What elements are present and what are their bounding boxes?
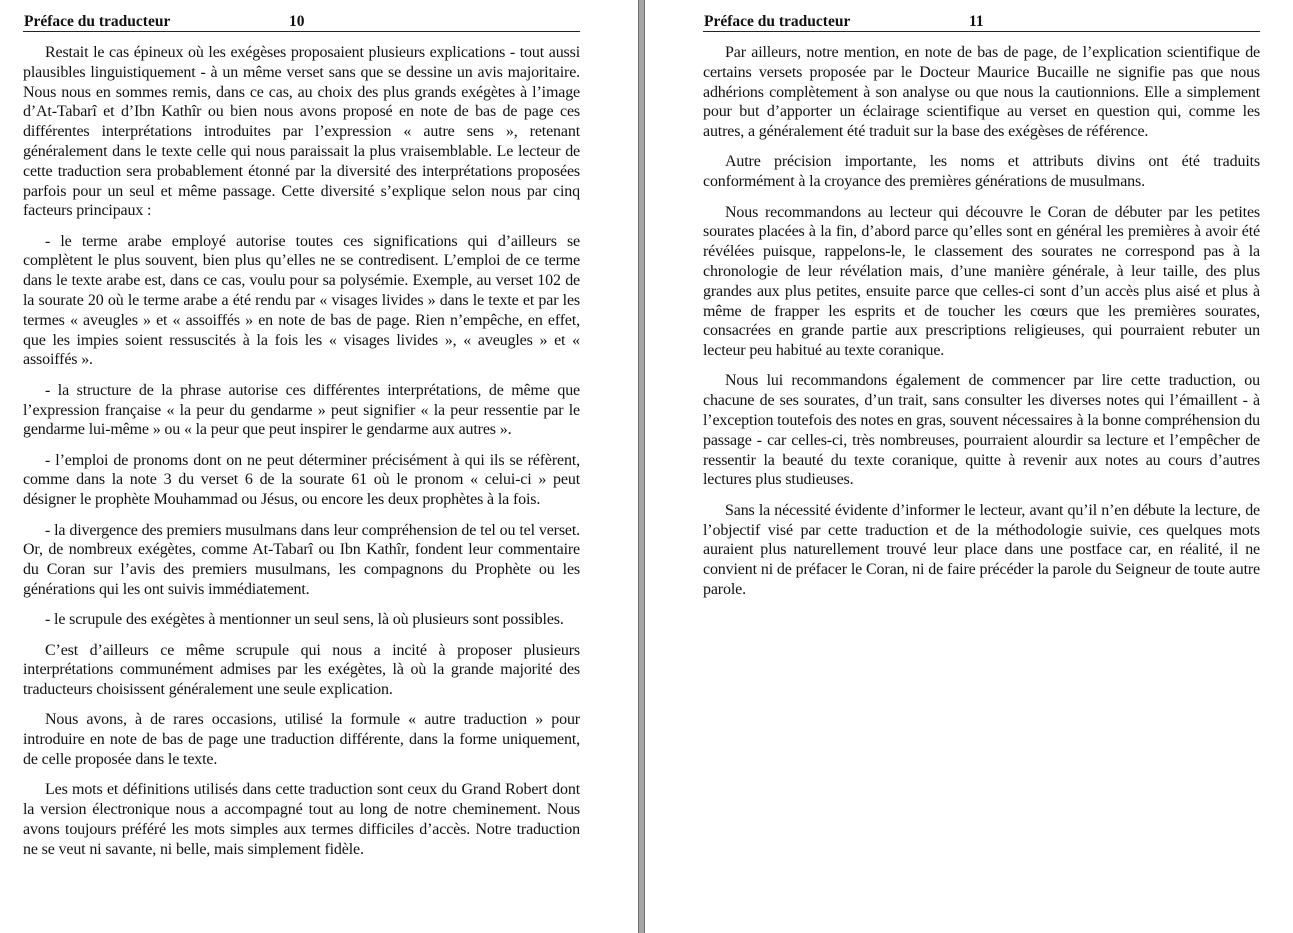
paragraph: Restait le cas épineux où les exégèses proposaient plusieurs explications - tout aussi plausibles linguistiquement - à un même verset sans que se dessine un avis majoritaire. Nous nous en sommes remis, dans ce cas, au choix des plus grands exégètes à l’image d’At-Tabarî et d’Ibn Kathîr ou bien nous avons proposé en note de bas de page ces différentes interprétations introduites par l’expression « autre sens », retenant généralement dans le texte celle qui nous paraissait la plus vraisemblable. Le lecteur de cette traduction sera probablement étonné par la diversité des interprétations proposées parfois pour un seul et même passage. Cette diversité s’explique selon nous par cinq facteurs principaux :: [23, 44, 580, 220]
page-number: 10: [289, 13, 305, 30]
right-page-content: [703, 12, 1260, 610]
paragraph: - la structure de la phrase autorise ces différentes interprétations, de même que l’expression française « la peur du gendarme » peut signifier « la peur ressentie par le gendarme lui-même » ou « la peur que peut inspirer le gendarme aux autres ».: [23, 381, 580, 439]
paragraph: Nous lui recommandons également de commencer par lire cette traduction, ou chacune de ses sourates, d’un trait, sans consulter les diverses notes qui l’émaillent - à l’exception toutefois des notes en gras, souvent nécessaires à la bonne compréhension du passage - car celles-ci, très nombreuses, pourraient alourdir sa lecture et l’empêcher de ressentir la beauté du texte coranique, quitte à revenir aux notes au cours d’autres lectures plus studieuses.: [703, 372, 1260, 489]
page-header: [23, 12, 580, 32]
paragraph: Sans la nécessité évidente d’informer le lecteur, avant qu’il n’en débute la lecture, de l’objectif visé par cette traduction et de la méthodologie suivie, ces quelques mots auraient plus naturellement trouvé leur place dans une postface car, en réalité, il ne convient ni de préfacer le Coran, ni de faire précéder la parole du Seigneur de toute autre parole.: [703, 501, 1260, 598]
paragraph: Nous avons, à de rares occasions, utilisé la formule « autre traduction » pour introduire en note de bas de page une traduction différente, dans la forme uniquement, de celle proposée dans le texte.: [23, 711, 580, 768]
header-title: Préface du traducteur: [24, 13, 171, 30]
header-title: Préface du traducteur: [704, 13, 851, 30]
right-page: [646, 0, 1293, 933]
paragraph: - la divergence des premiers musulmans dans leur compréhension de tel ou tel verset. Or, de nombreux exégètes, comme At-Tabarî ou Ibn Kathîr, fondent leur commentaire du Coran sur l’avis des premiers musulmans, les compagnons du Prophète ou les générations qui les ont suivis immédiatement.: [23, 521, 580, 598]
left-page: [0, 0, 638, 933]
paragraph: Autre précision importante, les noms et attributs divins ont été traduits conformément à la croyance des premières générations de musulmans.: [703, 153, 1260, 191]
page-number: 11: [969, 13, 984, 30]
paragraph: Les mots et définitions utilisés dans cette traduction sont ceux du Grand Robert dont la version électronique nous a accompagné tout au long de notre cheminement. Nous avons toujours préféré les mots simples aux termes difficiles d’accès. Notre traduction ne se veut ni savante, ni belle, mais simplement fidèle.: [23, 781, 580, 858]
page-header: [703, 12, 1260, 32]
paragraph: - le terme arabe employé autorise toutes ces significations qui d’ailleurs se complètent le plus souvent, bien plus qu’elles ne se contredisent. L’emploi de ce terme dans le texte arabe est, dans ce cas, voulu pour sa polysémie. Exemple, au verset 102 de la sourate 20 où le terme arabe a été rendu par « visages livides » dans le texte et par les termes « aveugles » et « assoiffés » en note de bas de page. Rien n’empêche, en effet, que les impies soient ressuscités à la fois les « visages livides », « aveugles » et « assoiffés ».: [23, 232, 580, 369]
paragraph: - le scrupule des exégètes à mentionner un seul sens, là où plusieurs sont possibles.: [45, 611, 564, 629]
paragraph: C’est d’ailleurs ce même scrupule qui nous a incité à proposer plusieurs interprétations communément admises par les exégètes, là où la grande majorité des traducteurs choisissent généralement une seule explication.: [23, 641, 580, 699]
page-divider: [638, 0, 645, 933]
left-page-content: [23, 12, 580, 870]
paragraph: Nous recommandons au lecteur qui découvre le Coran de débuter par les petites sourates placées à la fin, d’abord parce qu’elles sont en général les premières à avoir été révélées puisque, rappelons-le, le classement des sourates ne correspond pas à la chronologie de leur révélation mais, d’une manière générale, à leur taille, des plus grandes aux plus petites, ensuite parce que celles-ci sont d’un accès plus aisé et plus à même de frapper les esprits et de toucher les cœurs que les premières sourates, consacrées en grande partie aux prescriptions religieuses, qui pourraient rebuter un lecteur peu habitué au texte coranique.: [703, 203, 1260, 360]
paragraph: - l’emploi de pronoms dont on ne peut déterminer précisément à qui ils se réfèrent, comme dans la note 3 du verset 6 de la sourate 61 où le pronom « celui-ci » peut désigner le prophète Mouhammad ou Jésus, ou encore les deux prophètes à la fois.: [23, 451, 580, 509]
paragraph: Par ailleurs, notre mention, en note de bas de page, de l’explication scientifique de certains versets proposée par le Docteur Maurice Bucaille ne signifie pas que nous adhérions complètement à son analyse ou que nous la cautionnions. Elle a simplement pour but d’apporter un éclairage scientifique au verset en question qui, comme les autres, a généralement été traduit sur la base des exégèses de référence.: [703, 44, 1260, 141]
